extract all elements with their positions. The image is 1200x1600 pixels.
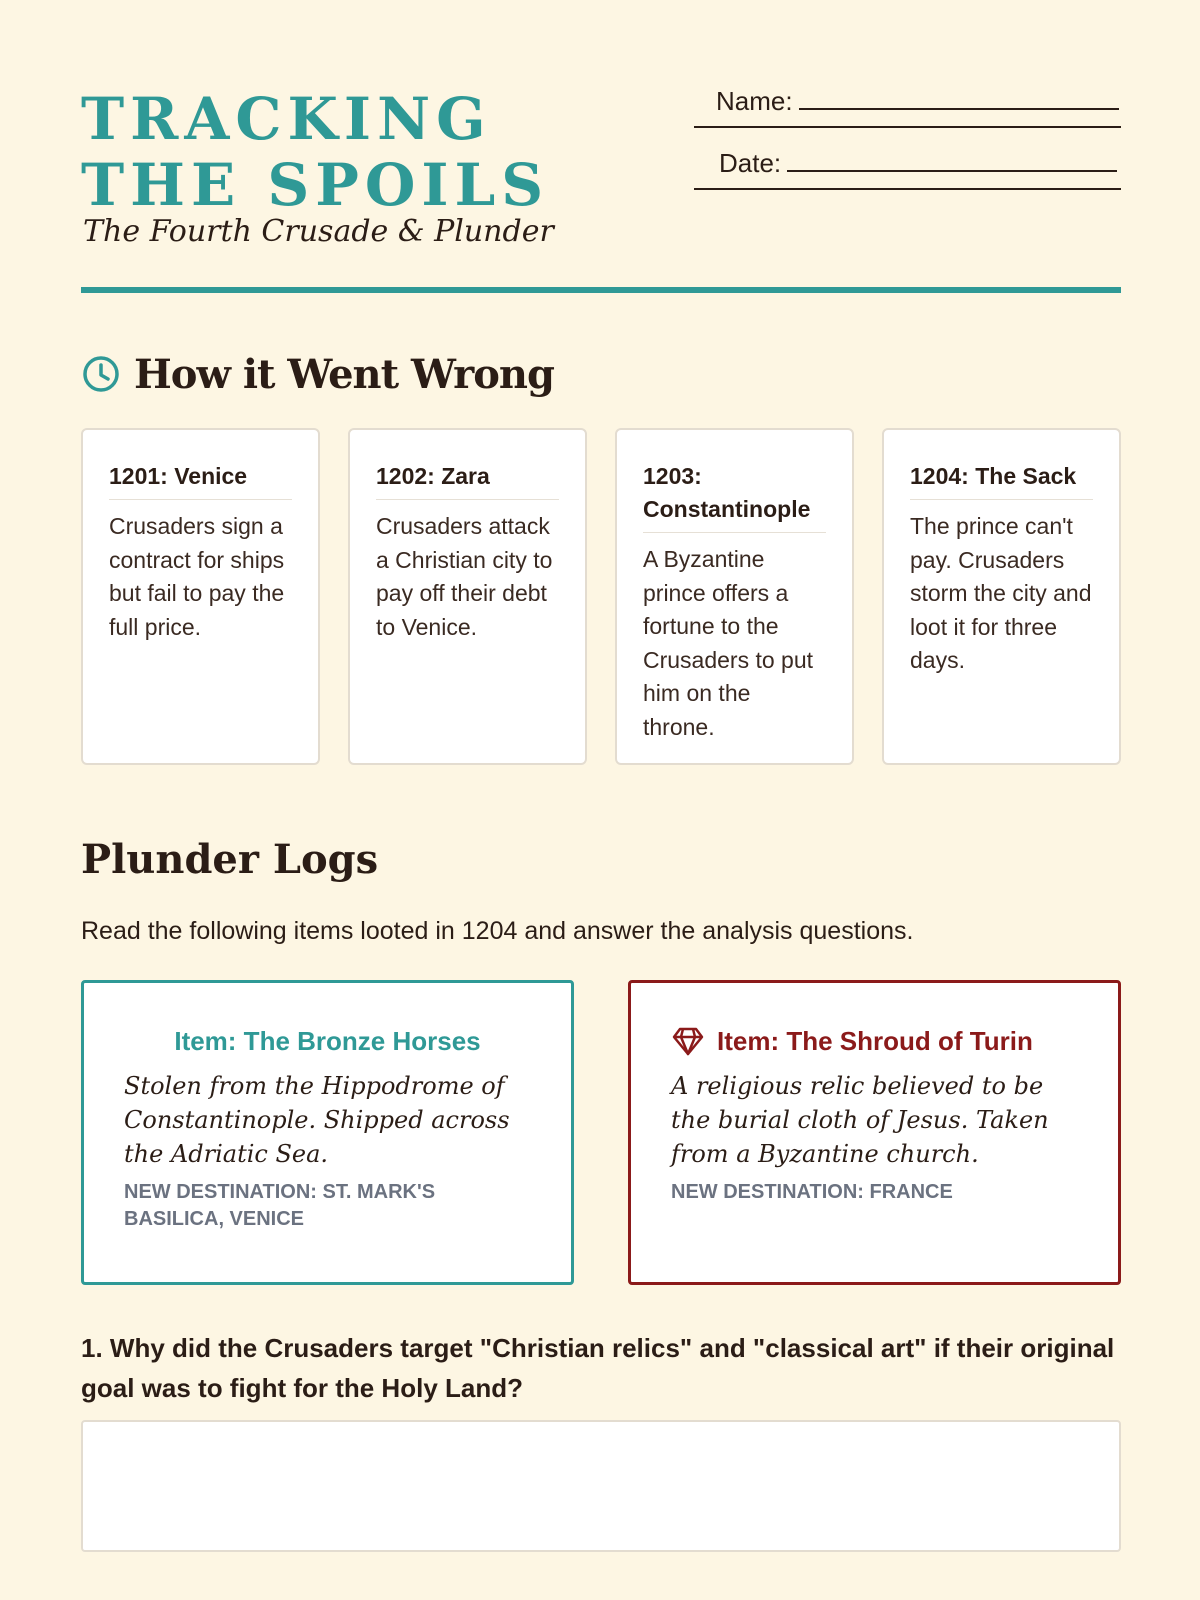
timeline-card-title: 1203: Constantinople: [643, 460, 826, 533]
item-description: Stolen from the Hippodrome of Constantinople. Shipped across the Adriatic Sea.: [124, 1072, 510, 1168]
item-description: A religious relic believed to be the burial cloth of Jesus. Taken from a Byzantine church.: [671, 1072, 1049, 1168]
timeline-card-1202: [348, 428, 587, 765]
question-1-answer-box[interactable]: [81, 1420, 1121, 1552]
timeline-card-1204: [882, 428, 1121, 765]
name-blank-line[interactable]: [799, 88, 1119, 110]
plunder-intro-text: Read the following items looted in 1204 and answer the analysis questions.: [81, 917, 914, 945]
name-label: Name:: [716, 86, 793, 116]
date-field[interactable]: [694, 146, 1121, 190]
item-title: Item: The Bronze Horses: [174, 1026, 481, 1056]
item-title: Item: The Shroud of Turin: [717, 1026, 1033, 1056]
timeline-card-1203: [615, 428, 854, 765]
timeline-card-text: Crusaders attack a Christian city to pay off their debt to Venice.: [376, 513, 553, 640]
timeline-card-text: The prince can't pay. Crusaders storm the city and loot it for three days.: [910, 513, 1092, 673]
page-subtitle: The Fourth Crusade & Plunder: [83, 214, 554, 249]
item-title-row: [671, 1023, 1078, 1059]
section-heading-how-it-went-wrong: How it Went Wrong: [134, 351, 554, 398]
date-blank-line[interactable]: [787, 150, 1117, 172]
header-divider: [81, 287, 1121, 293]
question-1-text: 1. Why did the Crusaders target "Christian relics" and "classical art" if their original goal was to fight for the Holy Land?: [81, 1333, 1115, 1403]
page-title: TRACKING THE SPOILS: [81, 85, 550, 219]
item-card-bronze-horses: [81, 980, 574, 1285]
timeline-card-text: A Byzantine prince offers a fortune to the Crusaders to put him on the throne.: [643, 546, 814, 740]
timeline-card-text: Crusaders sign a contract for ships but fail to pay the full price.: [109, 513, 285, 640]
item-destination: NEW DESTINATION: ST. MARK'S BASILICA, VENICE: [124, 1181, 436, 1230]
date-label: Date:: [719, 148, 782, 178]
item-destination: NEW DESTINATION: FRANCE: [671, 1181, 953, 1203]
item-card-shroud-of-turin: [628, 980, 1121, 1285]
timeline-card-title: 1201: Venice: [109, 460, 292, 500]
timeline-cards: [81, 428, 1121, 765]
name-field[interactable]: [694, 84, 1121, 128]
timeline-card-title: 1202: Zara: [376, 460, 559, 500]
clock-icon: [81, 354, 121, 394]
section-heading-plunder-logs: Plunder Logs: [81, 836, 379, 883]
timeline-card-title: 1204: The Sack: [910, 460, 1093, 500]
worksheet: [81, 0, 1121, 1600]
gem-icon: [671, 1024, 705, 1058]
timeline-card-1201: [81, 428, 320, 765]
